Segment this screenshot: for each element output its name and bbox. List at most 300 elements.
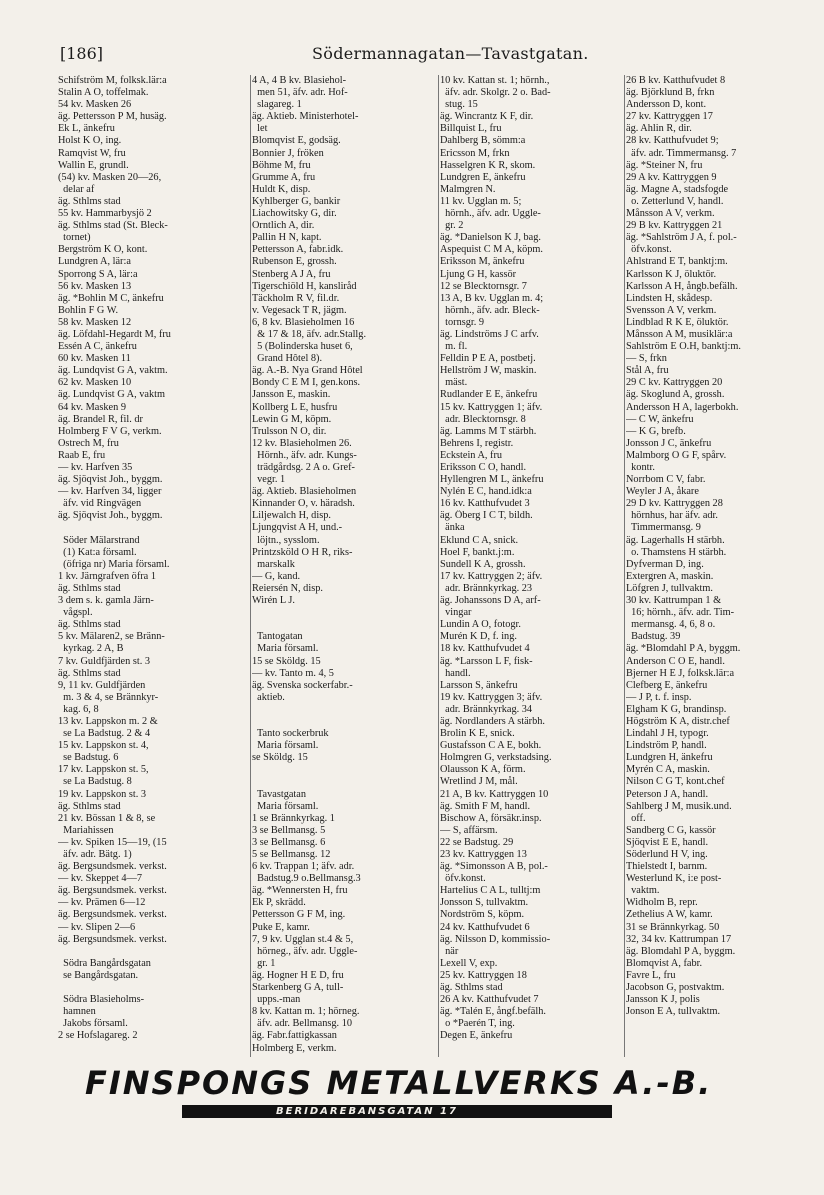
directory-line: Larsson S, änkefru [440,679,518,691]
directory-line: Ericsson M, frkn [440,147,510,159]
directory-line: Orntlich A, dir. [252,220,315,232]
directory-line: Blomqvist A, fabr. [626,957,703,969]
directory-line: Schifström M, folksk.lär:a [58,75,167,86]
directory-line: 15 se Sköldg. 15 [252,655,321,667]
directory-line: Bischow A, försäkr.insp. [440,812,542,824]
directory-line: Tavastgatan [252,788,306,800]
directory-line: — kv. Slipen 2—6 [58,921,136,933]
directory-line: o. Zetterlund V, handl. [626,195,724,207]
directory-line: äg. A.-B. Nya Grand Hôtel [252,365,363,377]
directory-line: — kv. Harfven 34, ligger [58,486,162,498]
directory-line: 11 kv. Ugglan m. 5; [440,195,522,207]
directory-line: Badstug. 39 [626,631,681,643]
directory-line: äg. Sthlms stad [58,195,121,207]
directory-line: äg. Bergsundsmek. verkst. [58,861,167,873]
directory-line: Ek L, änkefru [58,123,115,135]
directory-line: äg. Svenska sockerfabr.- [252,679,353,691]
directory-line: Felldin P E A, postbetj. [440,353,536,365]
directory-line: — K G, brefb. [626,425,686,437]
directory-line: hörnh., äfv. adr. Bleck- [440,304,540,316]
directory-line: adr. Brännkyrkag. 23 [440,582,533,594]
directory-line: o *Paerén T, ing. [440,1018,515,1030]
directory-line: Hasselgren K R, skom. [440,159,536,171]
directory-line: äfv. adr. Bellmansg. 10 [252,1018,352,1030]
directory-line: 5 (Bolinderska huset 6, [252,341,353,353]
directory-line: äfv. adr. Skolgr. 2 o. Bad- [440,87,551,99]
directory-line: hörneg., äfv. adr. Uggle- [252,945,358,957]
directory-line: Jonson E A, tullvaktm. [626,1006,721,1018]
directory-line: äfv. adr. Timmermansg. 7 [626,147,737,159]
directory-line: Nordström S, köpm. [440,909,525,921]
directory-line: 23 kv. Kattryggen 13 [440,849,527,860]
directory-line: äg. Hogner H E D, fru [252,969,344,981]
directory-line: Grumme A, fru [252,171,316,183]
directory-line: (öfriga nr) Maria församl. [58,558,170,570]
directory-line: äg. *Blomdahl P A, byggm. [626,643,741,655]
directory-line: Mariahissen [58,824,114,836]
directory-line: Wirén L J. [252,595,295,607]
directory-line: äg. *Larsson L F, fisk- [440,655,533,667]
directory-line: Karlsson A H, ångb.befälh. [626,280,738,292]
directory-line: 3 se Bellmansg. 6 [252,836,326,848]
directory-line: se Bangårdsgatan. [58,969,139,981]
directory-line: äg. Pettersson P M, husäg. [58,111,167,123]
directory-line: 24 kv. Katthufvudet 6 [440,921,530,933]
directory-line: Hörnh., äfv. adr. Kungs- [252,449,357,461]
directory-line: 17 kv. Kattryggen 2; äfv. [440,570,543,582]
directory-line: Söderlund H V, ing. [626,849,708,860]
directory-line: 8 kv. Kattan m. 1; hörneg. [252,1006,360,1018]
directory-line: Favre L, fru [626,969,676,981]
advertisement-company: FINSPONGS METALLVERKS A.-B. [85,1064,713,1102]
directory-line: Ek P, skrädd. [252,897,306,909]
directory-line: Lundgren A, lär:a [58,256,131,268]
directory-line: äg. Löfdahl-Hegardt M, fru [58,328,171,340]
directory-line: aktieb. [252,691,285,703]
directory-line: Sandberg C G, kassör [626,824,716,836]
directory-line: äg. Lundqvist G A, vaktm. [58,365,168,377]
directory-line: Bondy C E M I, gen.kons. [252,377,361,389]
directory-line: Starkenberg G A, tull- [252,982,344,994]
directory-line: äg. Aktieb. Ministerhotel- [252,111,359,123]
directory-line: 16 kv. Katthufvudet 3 [440,498,530,510]
directory-line: Holmberg F V G, verkm. [58,425,162,437]
directory-line: Månsson A M, musiklär:a [626,328,733,340]
directory-line: 16; hörnh., äfv. adr. Tim- [626,607,735,619]
directory-line: Gustafsson C A E, bokh. [440,740,542,752]
directory-line: Myrén C A, maskin. [626,764,710,776]
directory-line: Eckstein A, fru [440,449,503,461]
directory-line: Täckholm R V, fil.dr. [252,292,340,304]
directory-line: — G, kand. [252,570,301,582]
directory-line: 54 kv. Masken 26 [58,99,132,111]
directory-line: Kyhlberger G, bankir [252,195,341,207]
directory-line: äg. Bergsundsmek. verkst. [58,909,167,921]
directory-line: Clefberg E, änkefru [626,679,708,691]
directory-line: 22 se Badstug. 29 [440,836,514,848]
directory-line: Tanto sockerbruk [252,728,329,740]
directory-line: (1) Kat:a församl. [58,546,137,558]
directory-line: äg. Bergsundsmek. verkst. [58,885,167,897]
directory-line: 26 B kv. Katthufvudet 8 [626,75,726,86]
page-title: Södermannagatan—Tavastgatan. [312,44,589,63]
directory-line: off. [626,812,646,824]
directory-line: Maria församl. [252,800,319,812]
directory-line: Thielstedt I, barnm. [626,861,708,873]
directory-line: Bergström K O, kont. [58,244,148,256]
directory-line: äg. *Danielson K J, bag. [440,232,541,244]
directory-line: Anderson C O E, handl. [626,655,725,667]
directory-line: stug. 15 [440,99,478,111]
directory-line: Hyllengren M L, änkefru [440,474,544,486]
directory-line: äg. *Simonsson A B, pol.- [440,861,548,873]
directory-line: Lundgren E, änkefru [440,171,526,183]
directory-line: Widholm B, repr. [626,897,698,909]
directory-line: 15 kv. Lappskon st. 4, [58,740,149,752]
directory-line: Löfgren J, tullvaktm. [626,582,713,594]
directory-line: Dyfverman D, ing. [626,558,704,570]
directory-line: — kv. Harfven 35 [58,462,133,473]
directory-line: let [252,123,268,135]
directory-line: 19 kv. Kattryggen 3; äfv. [440,691,543,703]
directory-line: Ljung G H, kassör [440,268,517,280]
directory-line: Sahlberg J M, musik.und. [626,800,732,812]
directory-line: Peterson J A, handl. [626,788,709,800]
directory-line: Stalin A O, toffelmak. [58,87,149,99]
directory-line: Holmberg E, verkm. [252,1042,337,1054]
directory-line: slagareg. 1 [252,99,302,111]
directory-line: mäst. [440,377,468,389]
directory-line: 4 A, 4 B kv. Blasiehol- [252,75,347,86]
directory-line: 29 A kv. Kattryggen 9 [626,171,717,183]
directory-line: Reiersén N, disp. [252,582,323,594]
directory-line: Sahlström E O.H, banktj:m. [626,341,741,353]
directory-line: Lindahl J H, typogr. [626,728,709,740]
directory-line: Billquist L, fru [440,123,502,135]
directory-line: Ostrech M, fru [58,437,119,449]
directory-line: äg. Magne A, stadsfogde [626,183,729,195]
directory-line: änka [440,522,465,534]
directory-line: Timmermansg. 9 [626,522,701,534]
directory-line: Ramqvist W, fru [58,147,126,159]
directory-line: Bohlin F G W. [58,304,119,316]
directory-line: 13 kv. Lappskon m. 2 & [58,715,158,727]
directory-line: Söder Mälarstrand [58,534,140,546]
directory-line: 13 A, B kv. Ugglan m. 4; [440,292,544,304]
directory-line: Jonsson S, tullvaktm. [440,897,529,909]
directory-line: m. 3 & 4, se Brännkyr- [58,691,159,703]
directory-line: m. fl. [440,341,468,353]
directory-line: äg. Nilsson D, kommissio- [440,933,551,945]
directory-line: Bonnier J, fröken [252,147,324,159]
directory-line: Hellström J W, maskin. [440,365,537,377]
directory-line: 29 B kv. Kattryggen 21 [626,220,723,232]
directory-line: Degen E, änkefru [440,1030,513,1042]
directory-line: Lexell V, exp. [440,957,498,969]
directory-line: äg. Aktieb. Blasieholmen [252,486,357,498]
directory-line: 62 kv. Masken 10 [58,377,132,389]
directory-line: äg. Smith F M, handl. [440,800,531,812]
directory-line: Lewin G M, köpm. [252,413,332,425]
directory-line: Wallin E, grundl. [58,159,129,171]
directory-line: Andersson D, kont. [626,99,707,111]
directory-line: Puke E, kamr. [252,921,310,933]
directory-line: Behrens I, registr. [440,437,514,449]
directory-line: äfv. adr. Bätg. 1) [58,849,132,860]
directory-line: Liljewalch H, disp. [252,510,331,522]
directory-line: adr. Blecktornsgr. 8 [440,413,526,425]
directory-line: Jakobs församl. [58,1018,128,1030]
directory-line: — kv. Skeppet 4—7 [58,873,142,885]
directory-line: Högström K A, distr.chef [626,715,730,727]
directory-line: Jansson K J, polis [626,994,700,1006]
directory-line: Blomqvist E, godsäg. [252,135,341,147]
directory-line: Böhme M, fru [252,159,311,171]
directory-line: äg. Wincrantz K F, dir. [440,111,534,123]
directory-line: äg. Bergsundsmek. verkst. [58,933,167,945]
directory-line: Tigerschiöld H, kanslіråd [252,280,357,292]
directory-line [58,522,250,534]
directory-line: öfv.konst. [626,244,672,256]
directory-line: se Sköldg. 15 [252,752,308,764]
directory-line: äg. Lagerhalls H stärbh. [626,534,725,546]
directory-line: Sjöqvist E E, handl. [626,836,709,848]
directory-line: Lindsten H, skådesp. [626,292,713,304]
directory-line: löjtn., sysslom. [252,534,320,546]
directory-line: se La Badstug. 2 & 4 [58,728,151,740]
directory-line: 1 kv. Järngrafven öfra 1 [58,570,156,582]
directory-columns [58,75,814,1057]
directory-line: gr. 1 [252,957,276,969]
directory-line: äg. Sjöqvist Joh., byggm. [58,510,163,522]
directory-line: Huldt K, disp. [252,183,311,195]
directory-line: Kollberg L E, husfru [252,401,338,413]
directory-line: äg. Lindströms J C arfv. [440,328,539,340]
directory-line: äg. Fabr.fattigkassan [252,1030,337,1042]
directory-line: äg. Björklund B, frkn [626,87,715,99]
directory-line: äg. Skoglund A, grossh. [626,389,725,401]
directory-line: 56 kv. Masken 13 [58,280,132,292]
directory-line: 21 kv. Bössan 1 & 8, se [58,812,156,824]
directory-line [252,607,438,619]
directory-line: Printzsköld O H R, riks- [252,546,353,558]
directory-line [252,764,438,776]
directory-line: Nylén E C, hand.idk:a [440,486,532,498]
page-number: [186] [60,44,104,63]
directory-line: Weyler J A, åkare [626,486,699,498]
directory-line: 6 kv. Trappan 1; äfv. adr. [252,861,355,873]
directory-line: Eriksson M, änkefru [440,256,525,268]
directory-line: kontr. [626,462,655,473]
directory-line: Stenberg A J A, fru [252,268,331,280]
directory-line: handl. [440,667,471,679]
directory-line: Malmborg O G F, spårv. [626,449,727,461]
directory-line: men 51, äfv. adr. Hof- [252,87,348,99]
directory-line: Malmgren N. [440,183,496,195]
advertisement-address: BERIDAREBANSGATAN 17 [270,1105,464,1118]
directory-line: äg. Lamms M T stärbh. [440,425,537,437]
directory-line: 18 kv. Katthufvudet 4 [440,643,530,655]
directory-line: öfv.konst. [440,873,486,885]
directory-line: äg. *Talén E, ångf.befälh. [440,1006,546,1018]
directory-line: tornsgr. 9 [440,316,485,328]
column-4 [626,75,814,1057]
directory-line: upps.-man [252,994,301,1006]
directory-line: äg. Sthlms stad [58,667,121,679]
directory-line: Stål A, fru [626,365,669,377]
directory-line [252,776,438,788]
directory-line: — C W, änkefru [626,413,694,425]
directory-line: — kv. Prämen 6—12 [58,897,146,909]
directory-line: vaktm. [626,885,660,897]
directory-line: Essén A C, änkefru [58,341,137,353]
directory-line: Aspequist C M A, köpm. [440,244,543,256]
column-divider [624,75,625,1057]
directory-line: Hartelius C A L, tulltj:m [440,885,541,897]
directory-line: Brolin K E, snick. [440,728,515,740]
directory-line: 5 se Bellmansg. 12 [252,849,331,860]
directory-line: äg. Sthlms stad [58,619,121,631]
directory-line: Westerlund K, i:e post- [626,873,722,885]
column-divider [438,75,439,1057]
directory-line: Tantogatan [252,631,303,643]
directory-line: Karlsson K J, öluktör. [626,268,717,280]
directory-line: Trulsson N O, dir. [252,425,327,437]
directory-line: 58 kv. Masken 12 [58,316,132,328]
directory-line: Extergren A, maskin. [626,570,714,582]
directory-line [252,704,438,716]
directory-line: 3 se Bellmansg. 5 [252,824,326,836]
directory-line [252,716,438,728]
directory-line: äg. Blomdahl P A, byggm. [626,945,736,957]
directory-line: 30 kv. Kattrumpan 1 & [626,595,722,607]
directory-line: Rudlander E E, änkefru [440,389,538,401]
directory-line: adr. Brännkyrkag. 34 [440,703,533,715]
directory-line: Holst K O, ing. [58,135,122,147]
directory-line: äg. Johanssons D A, arf- [440,595,541,607]
directory-line: 27 kv. Kattryggen 17 [626,111,713,123]
directory-line: äg. *Steiner N, fru [626,159,703,171]
directory-line: 3 dem s. k. gamla Järn- [58,595,154,607]
directory-line: Pettersson A, fabr.idk. [252,244,344,256]
directory-line: gr. 2 [440,220,464,232]
directory-line: mermansg. 4, 6, 8 o. [626,619,716,631]
directory-line: — S, affärsm. [440,824,498,836]
directory-line: Badstug.9 o.Bellmansg.3 [252,873,361,885]
directory-line: Jonsson J C, änkefru [626,437,712,449]
directory-line: 7, 9 kv. Ugglan st.4 & 5, [252,933,354,945]
directory-line: äg. Lundqvist G A, vaktm [58,389,165,401]
directory-line: äg. Sjöqvist Joh., byggm. [58,474,163,486]
directory-line: Pettersson G F M, ing. [252,909,346,921]
directory-line: Lindström P, handl. [626,740,707,752]
directory-line: v. Vegesack T R, jägm. [252,304,347,316]
directory-line: äg. Sthlms stad [440,982,503,994]
directory-line: Eriksson C O, handl. [440,462,527,473]
directory-line: Norrbom C V, fabr. [626,474,706,486]
directory-line: Hoel F, bankt.j:m. [440,546,515,558]
column-3 [440,75,624,1057]
directory-line: äg. *Sahlström J A, f. pol.- [626,232,737,244]
directory-line: Holmgren G, verkstadsing. [440,752,552,764]
column-1 [58,75,250,1057]
directory-line: vingar [440,607,472,619]
directory-line: tornet) [58,232,91,244]
directory-line: äg. Sthlms stad [58,582,121,594]
directory-line: vågspl. [58,607,93,619]
directory-line: Wretlind J M, mål. [440,776,518,788]
directory-line: Sundell K A, grossh. [440,558,526,570]
directory-line: — kv. Spiken 15—19, (15 [58,836,167,848]
directory-line: Pallin H N, kapt. [252,232,322,244]
column-divider [250,75,251,1057]
directory-line: äfv. vid Ringvägen [58,498,142,510]
directory-line: Ljungqvist A H, und.- [252,522,343,534]
directory-line: hörnhus, har äfv. adr. [626,510,718,522]
directory-line: Murén K D, f. ing. [440,631,517,643]
directory-line: 26 A kv. Katthufvudet 7 [440,994,539,1006]
directory-line: äg. Ahlin R, dir. [626,123,692,135]
directory-line: (54) kv. Masken 20—26, [58,171,162,183]
directory-line: — J P, t. f. insp. [626,691,692,703]
directory-line: Maria församl. [252,740,319,752]
directory-line: — S, frkn [626,353,667,365]
directory-line: — kv. Tanto m. 4, 5 [252,667,334,679]
directory-line: 55 kv. Hammarbysjö 2 [58,208,152,220]
directory-line: 12 se Bleсktornsgr. 7 [440,280,527,292]
directory-line: Nilson C G T, kont.chef [626,776,725,788]
directory-line: o. Thamstens H stärbh. [626,546,727,558]
directory-line: Maria församl. [252,643,319,655]
directory-line: 29 C kv. Kattryggen 20 [626,377,723,389]
directory-line: 19 kv. Lappskon st. 3 [58,788,146,800]
directory-line [252,619,438,631]
directory-line: 28 kv. Katthufvudet 9; [626,135,719,147]
directory-line: 29 D kv. Kattryggen 28 [626,498,723,510]
directory-line: 5 kv. Mälaren2, se Bränn- [58,631,165,643]
directory-line: kag. 6, 8 [58,703,99,715]
directory-line: Lundgren H, änkefru [626,752,713,764]
directory-line: 17 kv. Lappskon st. 5, [58,764,149,776]
directory-line: marskalk [252,558,295,570]
directory-line: Olausson K A, förm. [440,764,526,776]
directory-line: vegr. 1 [252,474,286,486]
directory-line: Svensson A V, verkm. [626,304,717,316]
directory-line: 21 A, B kv. Kattryggen 10 [440,788,549,800]
column-2 [252,75,438,1057]
directory-line: äg. Brandel R, fil. dr [58,413,143,425]
directory-line: Jacobson G, postvaktm. [626,982,725,994]
directory-line: 6, 8 kv. Blasieholmen 16 [252,316,355,328]
directory-line: hamnen [58,1006,96,1018]
directory-line: se Badstug. 6 [58,752,119,764]
directory-line: Rubenson E, grossh. [252,256,337,268]
directory-line: 15 kv. Kattryggen 1; äfv. [440,401,543,413]
directory-line: äg. Nordlanders A stärbh. [440,715,545,727]
directory-line: 60 kv. Masken 11 [58,353,131,365]
directory-line [58,946,250,958]
directory-line: Eklund C A, snick. [440,534,519,546]
directory-line: Grand Hôtel 8). [252,353,323,365]
directory-line: Elgham K G, brandinsp. [626,703,727,715]
directory-line: Sporrong S A, lär:a [58,268,138,280]
directory-line: äg. Öberg I C T, bildh. [440,510,533,522]
directory-line: trädgårdsg. 2 A o. Gref- [252,462,355,473]
directory-line: Liachowitsky G, dir. [252,208,337,220]
directory-line: Lundin A O, fotogr. [440,619,521,631]
directory-line: Raab E, fru [58,449,106,461]
directory-line [58,982,250,994]
